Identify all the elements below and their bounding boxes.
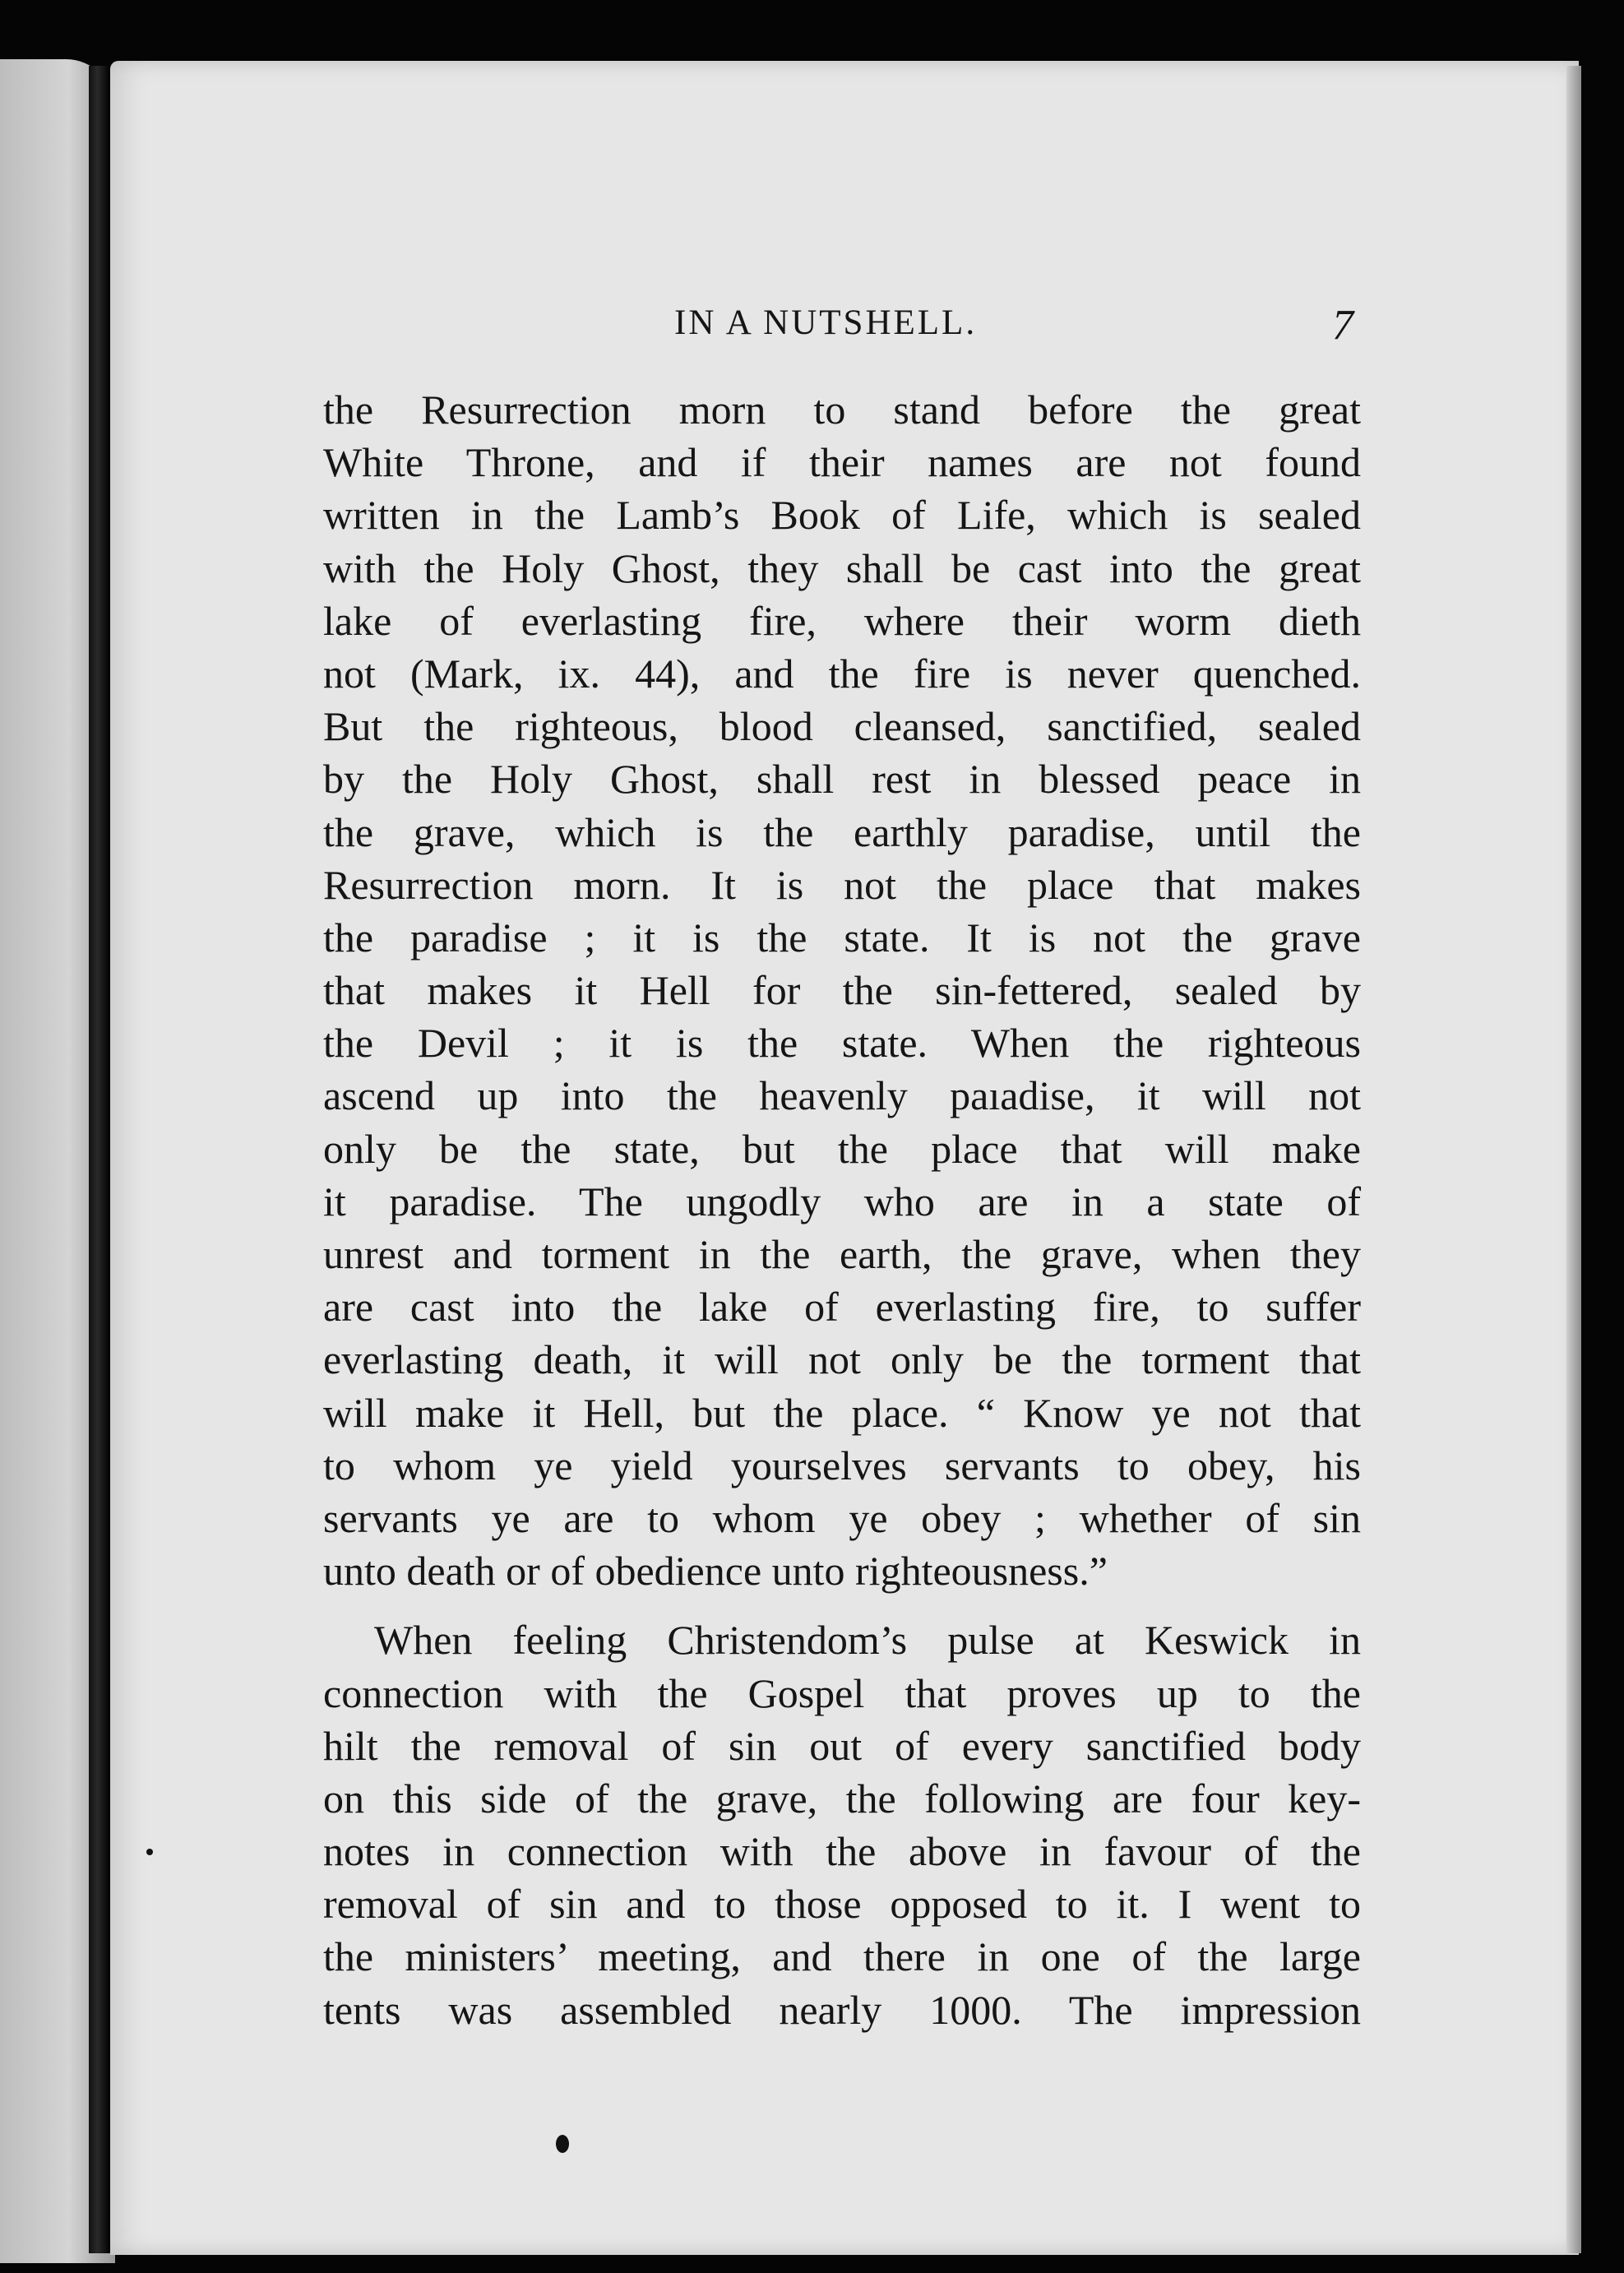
text-line: the paradise ; it is the state. It is not the grave [323,914,1361,961]
text-line: it paradise. The ungodly who are in a state of [323,1178,1361,1224]
text-line: Resurrection morn. It is not the place that makes [323,861,1361,908]
ink-speck [146,1849,153,1855]
text-line: ascend up into the heavenly paıadise, it will not [323,1072,1361,1119]
page-fore-edge [1566,66,1581,2253]
text-line: When feeling Christendom’s pulse at Keswick in [374,1617,1361,1664]
text-line: unto death or of obedience unto righteousness.” [323,1548,1108,1595]
text-line: everlasting death, it will not only be the torment that [323,1336,1361,1383]
page-number: 7 [1332,302,1353,349]
text-line: But the righteous, blood cleansed, sanctified, sealed [323,703,1361,750]
running-header: IN A NUTSHELL. [674,303,978,342]
text-line: unrest and torment in the earth, the grave, when they [323,1231,1361,1277]
text-line: removal of sin and to those opposed to it. I went to [323,1881,1361,1928]
text-line: notes in connection with the above in favour of the [323,1828,1361,1875]
text-line: the ministers’ meeting, and there in one of the large [323,1933,1361,1980]
text-line: hilt the removal of sin out of every sanctified body [323,1722,1361,1769]
text-line: are cast into the lake of everlasting fire, to suffer [323,1284,1361,1331]
text-line: with the Holy Ghost, they shall be cast into the great [323,544,1361,591]
text-line: to whom ye yield yourselves servants to obey, his [323,1442,1361,1488]
text-line: will make it Hell, but the place. “ Know ye not that [323,1389,1361,1436]
text-line: on this side of the grave, the following are four key- [323,1775,1361,1822]
text-line: written in the Lamb’s Book of Life, which is sealed [323,492,1361,539]
ink-speck [556,2135,569,2153]
text-line: tents was assembled nearly 1000. The impression [323,1986,1361,2033]
text-line: lake of everlasting fire, where their worm dieth [323,597,1361,644]
text-line: the Resurrection morn to stand before the great [323,387,1361,433]
text-line: that makes it Hell for the sin-fettered, sealed by [323,967,1361,1014]
text-line: White Throne, and if their names are not found [323,439,1361,486]
text-line: connection with the Gospel that proves up to the [323,1669,1361,1716]
text-line: servants ye are to whom ye obey ; whether of sin [323,1494,1361,1541]
book-gutter [89,66,110,2253]
text-line: only be the state, but the place that will make [323,1125,1361,1172]
text-line: by the Holy Ghost, shall rest in blessed peace in [323,756,1361,803]
text-line: not (Mark, ix. 44), and the fire is never quenched. [323,650,1361,697]
text-line: the Devil ; it is the state. When the righteous [323,1020,1361,1067]
body-text [323,383,1361,2036]
text-line: the grave, which is the earthly paradise, until the [323,808,1361,855]
